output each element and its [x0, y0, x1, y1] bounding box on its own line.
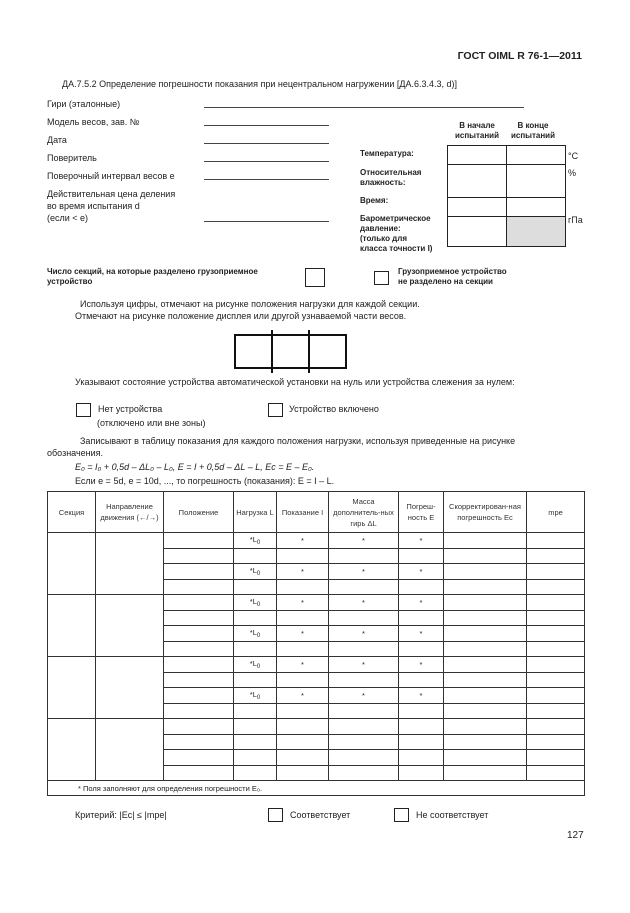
- star-marker: *: [419, 535, 423, 545]
- indication-cell[interactable]: [277, 626, 329, 642]
- indication-cell[interactable]: [277, 564, 329, 580]
- corrected-error-cell[interactable]: [444, 564, 527, 580]
- extra-mass-cell[interactable]: [329, 533, 399, 549]
- extra-mass-cell[interactable]: [329, 750, 399, 766]
- position-cell[interactable]: [164, 610, 234, 626]
- indication-cell[interactable]: [277, 657, 329, 673]
- record-text-1: Записывают в таблицу показания для каждого положения нагрузки, используя приведенные на рисунке: [80, 436, 516, 446]
- fail-checkbox[interactable]: [394, 808, 409, 822]
- load-cell[interactable]: [234, 595, 277, 611]
- corrected-error-cell[interactable]: [444, 672, 527, 688]
- corrected-error-cell[interactable]: [444, 595, 527, 611]
- error-cell[interactable]: [399, 734, 444, 750]
- page-number: 127: [567, 830, 584, 841]
- corrected-error-cell[interactable]: [444, 688, 527, 704]
- star-marker: *: [301, 628, 304, 638]
- instruction-line2: Отмечают на рисунке положение дисплея или другой узнаваемой части весов.: [75, 311, 407, 321]
- mpe-cell[interactable]: [527, 719, 585, 735]
- time-label: Время:: [360, 196, 389, 205]
- pressure-end-cell: [507, 217, 566, 247]
- header-direction: Направление движения (←/→): [96, 492, 164, 533]
- position-cell[interactable]: [164, 719, 234, 735]
- mpe-cell[interactable]: [527, 750, 585, 766]
- load-cell[interactable]: [234, 533, 277, 549]
- indication-cell[interactable]: [277, 750, 329, 766]
- error-cell[interactable]: [399, 719, 444, 735]
- no-device-checkbox[interactable]: [76, 403, 91, 417]
- star-marker: *: [419, 597, 423, 607]
- header-section: Секция: [48, 492, 96, 533]
- error-cell[interactable]: [399, 564, 444, 580]
- error-cell[interactable]: [399, 750, 444, 766]
- star-marker: *: [362, 659, 365, 669]
- section-count-input[interactable]: [305, 268, 325, 287]
- star-marker: *: [301, 690, 304, 700]
- position-cell[interactable]: [164, 548, 234, 564]
- star-marker: *: [362, 535, 365, 545]
- mpe-cell[interactable]: [527, 610, 585, 626]
- scale-model-label: Модель весов, зав. №: [47, 117, 140, 127]
- not-divided-line1: Грузоприемное устройство: [398, 267, 507, 276]
- humidity-end-cell[interactable]: [507, 165, 566, 198]
- formula-line-2: Если e = 5d, e = 10d, ..., то погрешность (показания): E = I – L.: [75, 476, 335, 486]
- direction-cell[interactable]: [96, 719, 164, 781]
- direction-cell[interactable]: [96, 533, 164, 595]
- fail-label: Не соответствует: [416, 810, 489, 820]
- no-device-label: Нет устройства: [98, 404, 163, 414]
- load-cell[interactable]: [234, 750, 277, 766]
- load-cell[interactable]: [234, 657, 277, 673]
- time-start-cell[interactable]: [448, 198, 507, 217]
- extra-mass-cell[interactable]: [329, 688, 399, 704]
- extra-mass-cell[interactable]: [329, 641, 399, 657]
- pressure-line3: (только для: [360, 234, 407, 243]
- header-corrected-error: Скорректирован-ная погрешность Eс: [444, 492, 527, 533]
- load-cell[interactable]: [234, 610, 277, 626]
- mpe-cell[interactable]: [527, 564, 585, 580]
- formula-line-1: E₀ = I₀ + 0,5d – ΔL₀ – L₀, E = I + 0,5d – ΔL – L, Eс = E – E₀.: [75, 462, 315, 472]
- marked-load-sub: 0: [256, 632, 261, 639]
- mpe-cell[interactable]: [527, 579, 585, 595]
- mpe-cell[interactable]: [527, 703, 585, 719]
- marked-load-text: *L: [249, 658, 257, 668]
- position-cell[interactable]: [164, 750, 234, 766]
- extra-mass-cell[interactable]: [329, 610, 399, 626]
- indication-cell[interactable]: [277, 703, 329, 719]
- star-marker: *: [419, 566, 423, 576]
- error-cell[interactable]: [399, 595, 444, 611]
- star-marker: *: [419, 690, 423, 700]
- load-cell[interactable]: [234, 548, 277, 564]
- environment-table: [447, 145, 566, 247]
- extra-mass-cell[interactable]: [329, 595, 399, 611]
- corrected-error-cell[interactable]: [444, 626, 527, 642]
- table-row: [48, 595, 585, 611]
- corrected-error-cell[interactable]: [444, 579, 527, 595]
- header-indication: Показание I: [277, 492, 329, 533]
- mpe-cell[interactable]: [527, 657, 585, 673]
- error-cell[interactable]: [399, 765, 444, 781]
- load-cell[interactable]: [234, 579, 277, 595]
- indication-cell[interactable]: [277, 719, 329, 735]
- not-divided-label: [398, 267, 507, 287]
- pressure-line2: давление:: [360, 224, 401, 233]
- position-cell[interactable]: [164, 657, 234, 673]
- position-cell[interactable]: [164, 641, 234, 657]
- results-table: [47, 491, 585, 796]
- instruction-line1: Используя цифры, отмечают на рисунке положения нагрузки для каждой секции.: [80, 299, 420, 309]
- marked-load-sub: 0: [256, 601, 261, 608]
- mpe-cell[interactable]: [527, 533, 585, 549]
- extra-mass-cell[interactable]: [329, 765, 399, 781]
- section-count-line1: Число секций, на которые разделено грузоприемное: [47, 267, 258, 276]
- star-marker: *: [419, 659, 423, 669]
- error-cell[interactable]: [399, 688, 444, 704]
- verification-interval-field[interactable]: [204, 179, 329, 180]
- pressure-line4: класса точности I): [360, 244, 433, 253]
- direction-cell[interactable]: [96, 657, 164, 719]
- load-cell[interactable]: [234, 688, 277, 704]
- extra-mass-cell[interactable]: [329, 734, 399, 750]
- col-end-line1: В конце: [517, 121, 549, 130]
- table-footnote: * Поля заполняют для определения погрешности E₀.: [48, 781, 585, 796]
- error-cell[interactable]: [399, 610, 444, 626]
- indication-cell[interactable]: [277, 595, 329, 611]
- mpe-cell[interactable]: [527, 626, 585, 642]
- device-on-label: Устройство включено: [289, 404, 379, 414]
- position-cell[interactable]: [164, 564, 234, 580]
- actual-division-label-1: Действительная цена деления: [47, 189, 176, 199]
- marked-load-sub: 0: [256, 694, 261, 701]
- not-divided-checkbox[interactable]: [374, 271, 389, 285]
- section-title: ДА.7.5.2 Определение погрешности показания при нецентральном нагружении [ДА.6.3.4.3, d)]: [62, 79, 458, 89]
- corrected-error-cell[interactable]: [444, 548, 527, 564]
- pass-checkbox[interactable]: [268, 808, 283, 822]
- corrected-error-cell[interactable]: [444, 750, 527, 766]
- marked-load-sub: 0: [256, 663, 261, 670]
- star-marker: *: [301, 659, 304, 669]
- sections-figure[interactable]: [230, 330, 352, 374]
- extra-mass-cell[interactable]: [329, 703, 399, 719]
- marked-load-sub: 0: [256, 539, 261, 546]
- error-cell[interactable]: [399, 548, 444, 564]
- mpe-cell[interactable]: [527, 595, 585, 611]
- indication-cell[interactable]: [277, 579, 329, 595]
- mpe-cell[interactable]: [527, 548, 585, 564]
- pressure-line1: Барометрическое: [360, 214, 431, 223]
- marked-load-text: *L: [249, 565, 257, 575]
- humidity-start-cell[interactable]: [448, 165, 507, 198]
- extra-mass-cell[interactable]: [329, 672, 399, 688]
- extra-mass-cell[interactable]: [329, 564, 399, 580]
- marked-load-text: *L: [249, 534, 257, 544]
- actual-division-field[interactable]: [204, 221, 329, 222]
- marked-load-sub: 0: [256, 570, 261, 577]
- section-count-label: [47, 267, 258, 287]
- section-cell[interactable]: [48, 719, 96, 781]
- verification-interval-label: Поверочный интервал весов e: [47, 171, 175, 181]
- col-end-header: [507, 121, 559, 141]
- col-start-line2: испытаний: [454, 131, 500, 140]
- position-cell[interactable]: [164, 533, 234, 549]
- zero-state-text: Указывают состояние устройства автоматической установки на нуль или устройства слежения за нулем:: [75, 377, 515, 387]
- marked-load-text: *L: [249, 627, 257, 637]
- direction-cell[interactable]: [96, 595, 164, 657]
- humidity-unit: %: [568, 168, 577, 178]
- load-cell[interactable]: [234, 734, 277, 750]
- star-marker: *: [301, 566, 304, 576]
- load-cell[interactable]: [234, 641, 277, 657]
- header-extra-mass: Масса дополнитель-ных гирь ΔL: [329, 492, 399, 533]
- header-error: Погреш-ность E: [399, 492, 444, 533]
- temperature-label: Температура:: [360, 149, 414, 158]
- error-cell[interactable]: [399, 626, 444, 642]
- col-end-line2: испытаний: [510, 131, 556, 140]
- mpe-cell[interactable]: [527, 672, 585, 688]
- mpe-cell[interactable]: [527, 688, 585, 704]
- position-cell[interactable]: [164, 579, 234, 595]
- extra-mass-cell[interactable]: [329, 548, 399, 564]
- star-marker: *: [301, 535, 304, 545]
- table-row: [48, 533, 585, 549]
- no-device-sublabel: (отключено или вне зоны): [97, 418, 206, 428]
- indication-cell[interactable]: [277, 610, 329, 626]
- marked-load-text: *L: [249, 596, 257, 606]
- verifier-field[interactable]: [204, 161, 329, 162]
- figure-outline: [235, 335, 346, 368]
- load-cell[interactable]: [234, 672, 277, 688]
- corrected-error-cell[interactable]: [444, 734, 527, 750]
- time-end-cell[interactable]: [507, 198, 566, 217]
- mpe-cell[interactable]: [527, 641, 585, 657]
- temperature-unit: °C: [568, 151, 579, 161]
- pressure-unit: гПа: [568, 215, 583, 225]
- position-cell[interactable]: [164, 595, 234, 611]
- position-cell[interactable]: [164, 672, 234, 688]
- document-header: ГОСТ OIML R 76-1—2011: [457, 50, 582, 62]
- star-marker: *: [362, 628, 365, 638]
- record-text-2: обозначения.: [47, 448, 104, 458]
- mpe-cell[interactable]: [527, 765, 585, 781]
- results-body: [48, 533, 585, 781]
- marked-load-text: *L: [249, 689, 257, 699]
- section-cell[interactable]: [48, 657, 96, 719]
- position-cell[interactable]: [164, 765, 234, 781]
- extra-mass-cell[interactable]: [329, 719, 399, 735]
- humidity-line1: Относительная: [360, 168, 422, 177]
- load-cell[interactable]: [234, 626, 277, 642]
- error-cell[interactable]: [399, 579, 444, 595]
- verifier-label: Поверитель: [47, 153, 97, 163]
- weights-label: Гири (эталонные): [47, 99, 121, 109]
- col-start-line1: В начале: [459, 121, 495, 130]
- pass-label: Соответствует: [290, 810, 351, 820]
- indication-cell[interactable]: [277, 765, 329, 781]
- device-on-checkbox[interactable]: [268, 403, 283, 417]
- col-start-header: [452, 121, 502, 141]
- error-cell[interactable]: [399, 641, 444, 657]
- date-field[interactable]: [204, 143, 329, 144]
- extra-mass-cell[interactable]: [329, 626, 399, 642]
- position-cell[interactable]: [164, 626, 234, 642]
- star-marker: *: [362, 566, 365, 576]
- table-row: [48, 719, 585, 735]
- indication-cell[interactable]: [277, 734, 329, 750]
- header-position: Положение: [164, 492, 234, 533]
- not-divided-line2: не разделено на секции: [398, 277, 493, 286]
- pressure-label: [360, 214, 432, 254]
- scale-model-field[interactable]: [204, 125, 329, 126]
- corrected-error-cell[interactable]: [444, 719, 527, 735]
- load-cell[interactable]: [234, 765, 277, 781]
- corrected-error-cell[interactable]: [444, 641, 527, 657]
- indication-cell[interactable]: [277, 548, 329, 564]
- error-cell[interactable]: [399, 703, 444, 719]
- header-mpe: mpe: [527, 492, 585, 533]
- extra-mass-cell[interactable]: [329, 579, 399, 595]
- mpe-cell[interactable]: [527, 734, 585, 750]
- pressure-start-cell[interactable]: [448, 217, 507, 247]
- section-count-line2: устройство: [47, 277, 93, 286]
- position-cell[interactable]: [164, 734, 234, 750]
- header-load: Нагрузка L: [234, 492, 277, 533]
- load-cell[interactable]: [234, 719, 277, 735]
- star-marker: *: [362, 690, 365, 700]
- humidity-line2: влажность:: [360, 178, 406, 187]
- date-label: Дата: [47, 135, 67, 145]
- star-marker: *: [301, 597, 304, 607]
- section-cell[interactable]: [48, 595, 96, 657]
- error-cell[interactable]: [399, 657, 444, 673]
- position-cell[interactable]: [164, 703, 234, 719]
- indication-cell[interactable]: [277, 533, 329, 549]
- weights-field[interactable]: [204, 107, 524, 108]
- load-cell[interactable]: [234, 703, 277, 719]
- temp-start-cell[interactable]: [448, 146, 507, 165]
- corrected-error-cell[interactable]: [444, 533, 527, 549]
- actual-division-label-2: во время испытания d: [47, 201, 140, 211]
- actual-division-label-3: (если < e): [47, 213, 89, 223]
- position-cell[interactable]: [164, 688, 234, 704]
- load-cell[interactable]: [234, 564, 277, 580]
- star-marker: *: [362, 597, 365, 607]
- indication-cell[interactable]: [277, 688, 329, 704]
- humidity-label: [360, 168, 421, 188]
- corrected-error-cell[interactable]: [444, 657, 527, 673]
- corrected-error-cell[interactable]: [444, 703, 527, 719]
- section-cell[interactable]: [48, 533, 96, 595]
- table-row: [48, 657, 585, 673]
- extra-mass-cell[interactable]: [329, 657, 399, 673]
- corrected-error-cell[interactable]: [444, 610, 527, 626]
- indication-cell[interactable]: [277, 641, 329, 657]
- error-cell[interactable]: [399, 533, 444, 549]
- temp-end-cell[interactable]: [507, 146, 566, 165]
- indication-cell[interactable]: [277, 672, 329, 688]
- star-marker: *: [419, 628, 423, 638]
- criterion-label: Критерий: |Eс| ≤ |mpe|: [75, 810, 167, 820]
- corrected-error-cell[interactable]: [444, 765, 527, 781]
- error-cell[interactable]: [399, 672, 444, 688]
